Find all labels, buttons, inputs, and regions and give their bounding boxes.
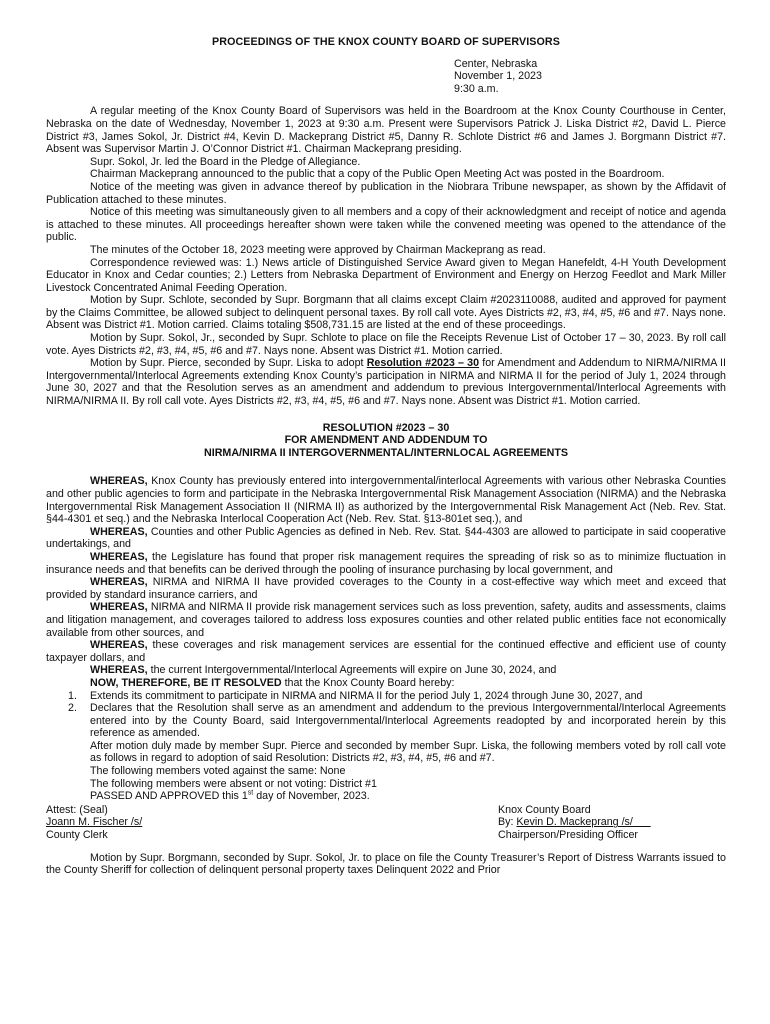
resolution-heading	[46, 422, 726, 460]
whereas-text: NIRMA and NIRMA II provide risk management services such as loss prevention, safety, audits and assessments, claims and litigation management, and coverages tailored to address loss exposures counties and other related public entities face not economically available from other sources, and	[46, 601, 726, 639]
paragraph-minutes-approved: The minutes of the October 18, 2023 meeting were approved by Chairman Mackeprang as read.	[90, 243, 546, 256]
list-item-number: 2.	[68, 702, 77, 715]
whereas-clause-7	[46, 664, 726, 677]
signature-clerk	[46, 804, 142, 842]
board-name: Knox County Board	[498, 803, 591, 816]
paragraph-claims-motion: Motion by Supr. Schlote, seconded by Supr. Borgmann that all claims except Claim #2023110088, audited and approved for payment by the Claims Committee, be allowed subject to delinquent personal taxes. By roll call vote. Ayes Districts #2, #3, #4, #5, #6 and #7. Nays none. Absent was District #1. Motion carried. Claims totaling $508,731.15 are listed at the end of these proceedings.	[46, 294, 726, 332]
signature-block	[46, 804, 726, 842]
whereas-word: WHEREAS,	[90, 601, 148, 614]
whereas-clause-4	[46, 576, 726, 601]
paragraph-notice-publication: Notice of the meeting was given in advance thereof by publication in the Niobrara Tribune newspaper, as shown by the Affidavit of Publication attached to these minutes.	[46, 180, 726, 206]
whereas-clause-6	[46, 639, 726, 664]
resolution-heading-line-2: FOR AMENDMENT AND ADDENDUM TO	[284, 434, 488, 447]
resolution-motion-text-b: for Amendment and Addendum to NIRMA/NIRMA II Intergovernmental/Interlocal Agreements extending Knox County’s participation in NIRMA and NIRMA II for the period of July 1, 2024 through June 30, 2027 and that the Resolution serves as an amendment and addendum to previous Intergovernmental/Interlocal Agreements with NIRMA/NIRMA II. By roll call vote. Ayes Districts #2, #3, #4, #5, #6 and #7. Nays none. Absent was District #1. Motion carried.	[46, 357, 726, 408]
whereas-clause-2	[46, 526, 726, 551]
dateline-time: 9:30 a.m.	[454, 82, 499, 95]
resolved-text: that the Knox County Board hereby:	[281, 676, 455, 689]
whereas-clause-5	[46, 601, 726, 639]
chair-title: Chairperson/Presiding Officer	[498, 829, 638, 842]
whereas-clause-1	[46, 475, 726, 525]
passed-ordinal: st	[247, 789, 254, 797]
resolution-heading-line-1: RESOLUTION #2023 – 30	[322, 421, 450, 434]
paragraph-correspondence: Correspondence reviewed was: 1.) News article of Distinguished Service Award given to Megan Hanefeldt, 4-H Youth Development Educator in Knox and Cedar counties; 2.) Letters from Nebraska Department of Environment and Energy on Herzog Feedlot and Mark Miller Livestock Concentrated Animal Feeding Operation.	[46, 256, 726, 294]
resolution-list	[46, 690, 726, 740]
whereas-word: WHEREAS,	[90, 525, 148, 538]
clerk-title: County Clerk	[46, 829, 108, 842]
resolution-heading-line-3: NIRMA/NIRMA II INTERGOVERNMENTAL/INTERNLOCAL AGREEMENTS	[204, 446, 568, 459]
paragraph-distress-warrants: Motion by Supr. Borgmann, seconded by Supr. Sokol, Jr. to place on file the County Treasurer’s Report of Distress Warrants issued to the County Sheriff for collection of delinquent personal property taxes Delinquent 2022 and Prior	[46, 851, 726, 877]
attest-label: Attest: (Seal)	[46, 803, 108, 816]
dateline-location: Center, Nebraska	[454, 57, 538, 70]
whereas-word: WHEREAS,	[90, 664, 148, 677]
chair-signature: Kevin D. Mackeprang /s/	[516, 816, 651, 829]
vote-absent: The following members were absent or not voting: District #1	[90, 777, 377, 790]
by-label: By:	[498, 816, 517, 829]
paragraph-notice-members: Notice of this meeting was simultaneously given to all members and a copy of their acknowledgment and receipt of notice and agenda is attached to these minutes. All proceedings hereafter shown were taken while the convened meeting was opened to the attendance of the public.	[46, 206, 726, 244]
paragraph-receipts-motion: Motion by Supr. Sokol, Jr., seconded by Supr. Schlote to place on file the Receipts Revenue List of October 17 – 30, 2023. By roll call vote. Ayes Districts #2, #3, #4, #5, #6 and #7. Nays none. Absent was District #1. Motion carried.	[46, 332, 726, 357]
whereas-word: WHEREAS,	[90, 550, 148, 563]
whereas-text: Knox County has previously entered into intergovernmental/interlocal Agreements with various other Nebraska Counties and other public agencies to form and participate in the Nebraska Intergovernmental Risk Management Association (NIRMA) and the Nebraska Intergovernmental Risk Management Association II (NIRMA II) as authorized by the Intergovernmental Risk Management Act (Neb. Rev. Stat. §44-4301 et seq.) and the Nebraska Interlocal Cooperation Act (Neb. Rev. Stat. §13-801et seq.), and	[46, 475, 726, 526]
list-item	[46, 702, 726, 740]
whereas-text: the current Intergovernmental/Interlocal Agreements will expire on June 30, 2024, and	[150, 664, 557, 677]
paragraph-meeting-opening: A regular meeting of the Knox County Board of Supervisors was held in the Boardroom at the Knox County Courthouse in Center, Nebraska on the date of Wednesday, November 1, 2023 at 9:30 a.m. Present were Supervisors Patrick J. Liska District #2, David L. Pierce District #3, James Sokol, Jr. District #4, Kevin D. Mackeprang District #5, Danny R. Schlote District #6 and James J. Borgmann District #7. Absent was Supervisor Martin J. O’Connor District #1. Chairman Mackeprang presiding.	[46, 105, 726, 156]
dateline-date: November 1, 2023	[454, 70, 542, 83]
dateline	[454, 58, 726, 96]
whereas-text: Counties and other Public Agencies as defined in Neb. Rev. Stat. §44-4303 are allowed to participate in said cooperative undertakings, and	[46, 525, 726, 551]
whereas-word: WHEREAS,	[90, 475, 148, 488]
passed-text-a: PASSED AND APPROVED this 1	[90, 790, 248, 803]
paragraph-pledge: Supr. Sokol, Jr. led the Board in the Pledge of Allegiance.	[90, 155, 361, 168]
resolved-word: NOW, THEREFORE, BE IT RESOLVED	[90, 676, 282, 689]
resolved-clause	[46, 677, 726, 690]
whereas-text: the Legislature has found that proper risk management requires the spreading of risk so as to minimize fluctuation in insurance needs and that benefits can be derived through the pooling of insurance purchasing by local government, and	[46, 550, 726, 576]
passed-text-b: day of November, 2023.	[253, 790, 370, 803]
clerk-signature: Joann M. Fischer /s/	[46, 816, 143, 829]
list-item-number: 1.	[68, 689, 77, 702]
whereas-word: WHEREAS,	[90, 639, 148, 652]
signature-chair	[498, 804, 651, 842]
list-item-text: Extends its commitment to participate in NIRMA and NIRMA II for the period July 1, 2024 through June 30, 2027, and	[90, 689, 643, 702]
chair-signature-line	[498, 816, 651, 829]
passed-approved	[46, 790, 726, 803]
vote-against: The following members voted against the same: None	[90, 765, 346, 778]
whereas-text: NIRMA and NIRMA II have provided coverages to the County in a cost-effective way which meet and exceed that provided by standard insurance carriers, and	[46, 576, 726, 601]
whereas-clause-3	[46, 551, 726, 576]
resolution-reference: Resolution #2023 – 30	[366, 357, 480, 370]
whereas-word: WHEREAS,	[90, 576, 148, 589]
list-item-text: Declares that the Resolution shall serve as an amendment and addendum to the previous Intergovernmental/Interlocal Agreements entered into by the County Board, said Intergovernmental/Interlocal Agreements readopted by and incorporated herein by this reference as amended.	[90, 702, 726, 740]
paragraph-resolution-motion	[46, 357, 726, 407]
vote-summary: After motion duly made by member Supr. Pierce and seconded by member Supr. Liska, the following members voted by roll call vote as follows in regard to adoption of said Resolution: Districts #2, #3, #4, #5, #6 and #7.	[90, 739, 726, 765]
document-title: PROCEEDINGS OF THE KNOX COUNTY BOARD OF SUPERVISORS	[212, 36, 560, 48]
resolution-motion-text-a: Motion by Supr. Pierce, seconded by Supr. Liska to adopt	[90, 357, 367, 370]
list-item	[46, 690, 726, 703]
whereas-text: these coverages and risk management services are essential for the continued effective and efficient use of county taxpayer dollars, and	[46, 639, 726, 664]
paragraph-open-meeting-act: Chairman Mackeprang announced to the public that a copy of the Public Open Meeting Act was posted in the Boardroom.	[90, 168, 665, 181]
